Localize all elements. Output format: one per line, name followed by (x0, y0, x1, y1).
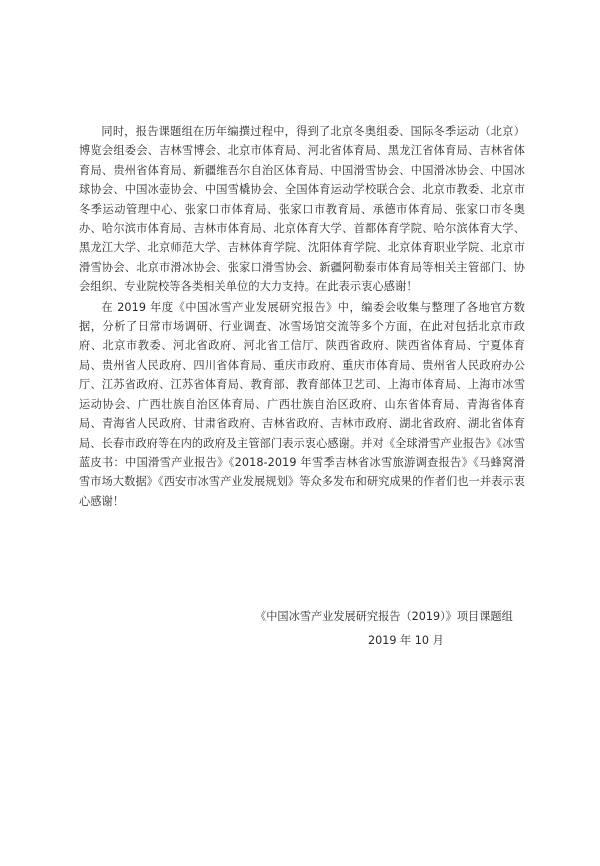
signature-organization: 《中国冰雪产业发展研究报告（2019）》项目课题组 (255, 610, 513, 623)
acknowledgement-body (79, 122, 525, 511)
acknowledgement-paragraph-1: 同时，报告课题组在历年编撰过程中，得到了北京冬奥组委、国际冬季运动（北京）博览会组委会、吉林雪博会、北京市体育局、河北省体育局、黑龙江省体育局、吉林省体育局、贵州省体育局、新疆维吾尔自治区体育局、中国滑雪协会、中国滑冰协会、中国冰球协会、中国冰壶协会、中国雪橇协会、全国体育运动学校联合会、北京市教委、北京市冬季运动管理中心、张家口市体育局、张家口市教育局、承德市体育局、张家口市冬奥办、哈尔滨市体育局、吉林市体育局、北京体育大学、首都体育学院、哈尔滨体育大学、黑龙江大学、北京师范大学、吉林体育学院、沈阳体育学院、北京体育职业学院、北京市滑雪协会、北京市滑冰协会、张家口滑雪协会、新疆阿勒泰市体育局等相关主管部门、协会组织、专业院校等各类相关单位的大力支持。在此表示衷心感谢！ (79, 125, 525, 294)
signature-date: 2019 年 10 月 (368, 634, 444, 647)
acknowledgement-paragraph-2: 在 2019 年度《中国冰雪产业发展研究报告》中，编委会收集与整理了各地官方数据，分析了日常市场调研、行业调查、冰雪场馆交流等多个方面，在此对包括北京市政府、北京市教委、河北省政府、河北省工信厅、陕西省政府、陕西省体育局、宁夏体育局、贵州省人民政府、四川省体育局、重庆市政府、重庆市体育局、贵州省人民政府办公厅、江苏省政府、江苏省体育局、教育部、教育部体卫艺司、上海市体育局、上海市冰雪运动协会、广西壮族自治区体育局、广西壮族自治区政府、山东省体育局、青海省体育局、青海省人民政府、甘肃省政府、吉林省政府、吉林市政府、湖北省政府、湖北省体育局、长春市政府等在内的政府及主管部门表示衷心感谢。并对《全球滑雪产业报告》《冰雪蓝皮书：中国滑雪产业报告》《2018-2019 年雪季吉林省冰雪旅游调查报告》《马蜂窝滑雪市场大数据》《西安市冰雪产业发展规划》等众多发布和研究成果的作者们也一并表示衷心感谢！ (79, 300, 525, 508)
